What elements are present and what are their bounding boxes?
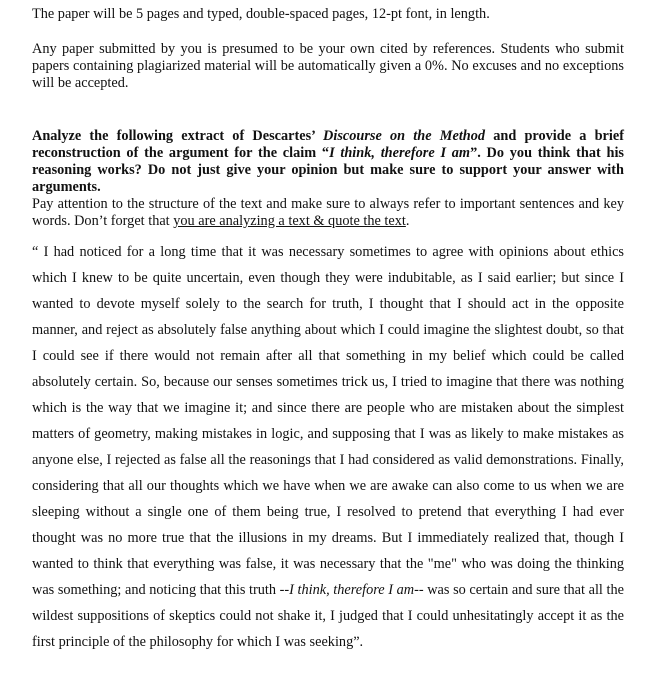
attention-paragraph	[32, 196, 624, 230]
attention-underlined-text: you are analyzing a text & quote the text	[173, 213, 406, 229]
attention-end: .	[405, 213, 410, 229]
assignment-prompt	[32, 128, 624, 196]
descartes-quote	[32, 239, 624, 655]
quote-text-1: “ I had noticed for a long time that it was necessary sometimes to agree with opinions about ethics which I knew to be quite uncertain, even though they were indubitable, as I said earlier; but since I wanted to devote myself solely to the search for truth, I thought that I should act in the opposite manner, and reject as absolutely false anything about which I could imagine the slightest doubt, so that I could see if there would not remain after all that something in my belief which could be called absolutely certain. So, because our senses sometimes trick us, I tried to imagine that there was nothing which is the way that we imagine it; and since there are people who are mistaken about the simplest matters of geometry, making mistakes in logic, and supposing that I was as likely to make mistakes as anyone else, I rejected as false all the reasonings that I had considered as valid demonstrations. Finally, considering that all our thoughts which we have when we are awake can also come to us when we are sleeping without a single one of them being true, I resolved to pretend that everything I had ever thought was no more true that the illusions in my dreams. But I immediately realized that, though I wanted to think that everything was false, it was necessary that the "me" who was doing the thinking was something; and noticing that this truth --	[32, 244, 624, 598]
quote-text-2: -- was so certain and sure that all the wildest suppositions of skeptics could not shake it, I judged that I could unhesitatingly accept it as the first principle of the philosophy for which I was seeking”.	[32, 582, 624, 650]
prompt-text-2: and provide a brief reconstruction of the argument for the claim “	[32, 128, 624, 161]
plagiarism-policy-paragraph: Any paper submitted by you is presumed to be your own cited by references. Students who submit papers containing plagiarized material will be automatically given a 0%. No excuses and no exceptions will be accepted.	[32, 41, 624, 91]
prompt-claim: I think, therefore I am	[329, 145, 471, 161]
document-page	[32, 6, 624, 655]
attention-text: Pay attention to the structure of the text and make sure to always refer to important sentences and key words. Don’t forget that	[32, 196, 624, 229]
prompt-work-title: Discourse on the Method	[323, 128, 486, 144]
length-requirement-paragraph: The paper will be 5 pages and typed, double-spaced pages, 12-pt font, in length.	[32, 6, 490, 22]
prompt-text-3: ”. Do you think that his reasoning works? Do not just give your opinion but make sure to support your answer with arguments.	[32, 145, 624, 195]
prompt-text-1: Analyze the following extract of Descartes’	[32, 128, 324, 144]
quote-italic-claim: I think, therefore I am	[289, 582, 415, 598]
